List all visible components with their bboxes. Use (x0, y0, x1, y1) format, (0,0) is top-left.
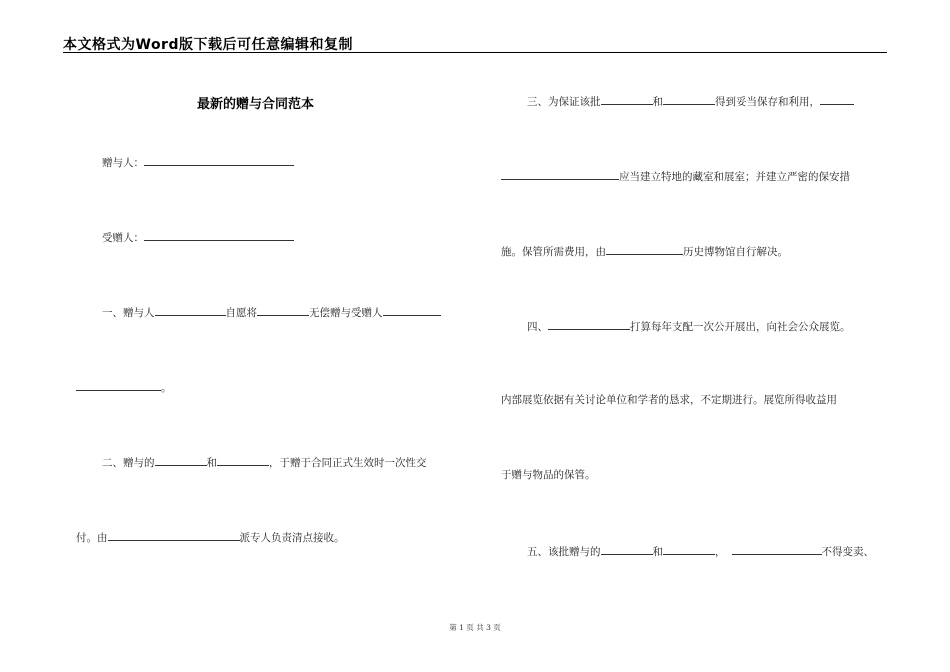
clause-3-text-d: 应当建立特地的藏室和展室；并建立严密的保安措 (619, 171, 850, 183)
blank (217, 454, 269, 466)
blank (76, 379, 161, 391)
blank (601, 543, 653, 555)
clause-3-line-1 (527, 93, 854, 109)
clause-2-text-b: 和 (206, 457, 217, 469)
donee-label: 受赠人： (102, 232, 144, 244)
blank (606, 243, 683, 255)
donor-label: 赠与人： (102, 157, 144, 169)
donee-line (102, 229, 294, 245)
clause-1-line-2 (76, 379, 172, 395)
blank (601, 93, 653, 105)
clause-3-text-c: 得到妥当保存和利用， (715, 96, 820, 108)
blank (732, 543, 822, 555)
clause-3-text-b: 和 (652, 96, 663, 108)
clause-1-text-a: 一、赠与人 (102, 307, 155, 319)
document-title: 最新的赠与合同范本 (197, 97, 315, 112)
blank (383, 304, 441, 316)
donor-blank (144, 154, 294, 166)
clause-4-line-3: 于赠与物品的保管。 (501, 469, 596, 481)
clause-5-text-c: ， (715, 546, 726, 558)
document-header: 本文格式为Word版下载后可任意编辑和复制 (63, 37, 353, 53)
clause-2-line-1 (102, 454, 427, 470)
clause-1-line-1 (102, 304, 441, 320)
clause-1-text-c: 无偿赠与受赠人 (309, 307, 383, 319)
clause-1-end: 。 (161, 382, 172, 394)
blank (108, 529, 240, 541)
clause-4-text-a: 四、 (527, 321, 548, 333)
clause-3-line-2 (501, 168, 850, 184)
clause-2-text-e: 派专人负责清点接收。 (239, 532, 345, 544)
blank (663, 543, 715, 555)
clause-5-line-1 (527, 543, 874, 559)
donor-line (102, 154, 294, 170)
clause-5-text-b: 和 (652, 546, 663, 558)
donee-blank (144, 229, 294, 241)
clause-3-text-e: 施。保管所需费用，由 (501, 246, 606, 258)
clause-5-text-a: 五、该批赠与的 (527, 546, 601, 558)
clause-3-text-f: 历史博物馆自行解决。 (683, 246, 788, 258)
clause-2-text-c: ，于赠于合同正式生效时一次性交 (269, 457, 427, 469)
blank (820, 93, 854, 105)
clause-3-text-a: 三、为保证该批 (527, 96, 601, 108)
header-rule (63, 52, 887, 53)
clause-2-text-a: 二、赠与的 (102, 457, 155, 469)
clause-4-text-b: 打算每年支配一次公开展出，向社会公众展览。 (630, 321, 851, 333)
blank (663, 93, 715, 105)
clause-2-text-d: 付。由 (76, 532, 108, 544)
clause-5-text-d: 不得变卖、 (821, 546, 874, 558)
blank (548, 318, 630, 330)
blank (257, 304, 309, 316)
clause-3-line-3 (501, 243, 788, 259)
page-footer: 第 1 页 共 3 页 (449, 623, 501, 632)
blank (155, 304, 226, 316)
clause-4-line-2: 内部展览依据有关讨论单位和学者的恳求，不定期进行。展览所得收益用 (501, 394, 837, 406)
clause-4-line-1 (527, 318, 851, 334)
clause-1-text-b: 自愿将 (225, 307, 257, 319)
blank (155, 454, 207, 466)
clause-2-line-2 (76, 529, 345, 545)
blank (501, 168, 619, 180)
